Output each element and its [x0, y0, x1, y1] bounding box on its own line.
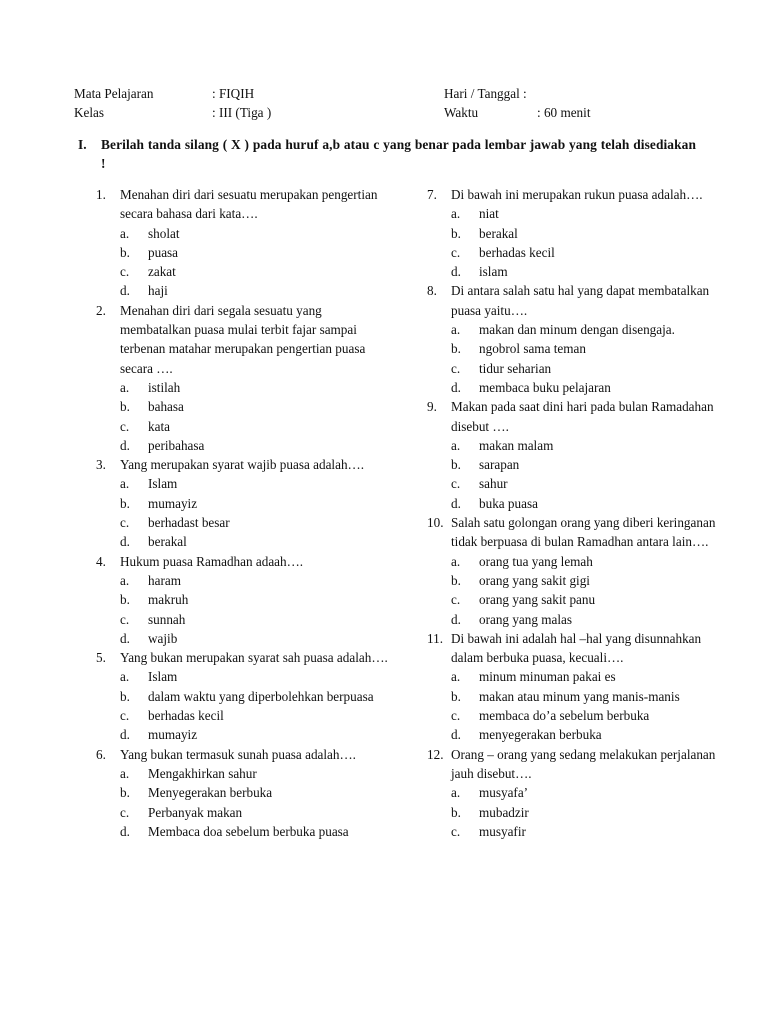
answer-option — [451, 474, 717, 493]
option-letter: c. — [120, 264, 130, 280]
answer-option — [120, 532, 388, 551]
question — [96, 455, 388, 474]
option-text: sarapan — [479, 457, 520, 473]
questions-left-column — [96, 185, 388, 841]
option-letter: a. — [120, 379, 130, 395]
question — [96, 301, 388, 378]
option-letter: d. — [120, 437, 130, 453]
option-letter: c. — [451, 592, 461, 608]
answer-option — [120, 822, 388, 841]
time-value: : 60 menit — [537, 105, 591, 120]
option-text: Perbanyak makan — [148, 804, 243, 820]
question — [427, 185, 717, 204]
answer-option — [451, 436, 717, 455]
option-letter: c. — [120, 611, 130, 627]
option-letter: d. — [120, 283, 130, 299]
option-text: Menyegerakan berbuka — [148, 785, 273, 801]
question — [427, 513, 717, 552]
option-text: Islam — [148, 476, 178, 492]
option-letter: b. — [451, 225, 461, 241]
answer-option — [120, 706, 388, 725]
option-text: mumayiz — [148, 727, 198, 743]
question-text: Hukum puasa Ramadhan adaah…. — [120, 553, 304, 569]
answer-option — [120, 571, 388, 590]
option-text: niat — [479, 206, 499, 222]
option-letter: a. — [451, 669, 461, 685]
answer-option — [451, 706, 717, 725]
answer-option — [120, 687, 388, 706]
answer-option — [120, 783, 388, 802]
answer-option — [451, 455, 717, 474]
question-text: Salah satu golongan orang yang diberi keringanan tidak berpuasa di bulan Ramadhan antara lain…. — [451, 515, 716, 550]
option-text: mumayiz — [148, 495, 198, 511]
question-number: 7. — [427, 187, 437, 202]
option-letter: b. — [120, 592, 130, 608]
option-text: sholat — [148, 225, 180, 241]
answer-option — [120, 764, 388, 783]
question-number: 5. — [96, 650, 106, 666]
question-number: 8. — [427, 283, 437, 299]
option-letter: a. — [120, 669, 130, 685]
instruction-text: Berilah tanda silang ( X ) pada huruf a,b atau c yang benar pada lembar jawab yang telah disediakan ! — [101, 137, 696, 171]
answer-option — [120, 667, 388, 686]
option-text: bahasa — [148, 399, 184, 415]
answer-option — [120, 629, 388, 648]
answer-option — [120, 224, 388, 243]
option-letter: d. — [120, 630, 130, 646]
question-text: Yang merupakan syarat wajib puasa adalah…. — [120, 457, 365, 473]
option-letter: b. — [451, 804, 461, 820]
question — [96, 552, 388, 571]
option-text: sahur — [479, 476, 508, 492]
question-number: 10. — [427, 515, 444, 531]
subject-label: Mata Pelajaran — [74, 86, 154, 101]
answer-option — [451, 262, 717, 281]
question-number: 12. — [427, 746, 444, 762]
option-text: puasa — [148, 244, 179, 260]
option-letter: a. — [451, 322, 461, 338]
option-letter: b. — [120, 244, 130, 260]
answer-option — [120, 378, 388, 397]
class-value: : III (Tiga ) — [212, 105, 272, 120]
answer-option — [120, 803, 388, 822]
option-letter: a. — [451, 553, 461, 569]
option-letter: c. — [120, 515, 130, 531]
class-label: Kelas — [74, 105, 105, 120]
option-letter: b. — [451, 688, 461, 704]
answer-option — [451, 494, 717, 513]
questions-right-column — [427, 185, 717, 841]
option-letter: b. — [451, 572, 461, 588]
option-letter: b. — [120, 785, 130, 801]
answer-option — [451, 783, 717, 802]
option-letter: b. — [120, 399, 130, 415]
question-number: 6. — [96, 746, 106, 762]
option-text: orang yang sakit gigi — [479, 572, 590, 588]
header-row-1 — [74, 84, 714, 103]
option-text: menyegerakan berbuka — [479, 727, 602, 743]
answer-option — [451, 224, 717, 243]
question-number: 4. — [96, 553, 106, 569]
answer-option — [451, 320, 717, 339]
option-letter: d. — [451, 495, 461, 511]
option-text: haji — [148, 283, 168, 299]
option-text: islam — [479, 264, 508, 280]
subject-value: : FIQIH — [212, 86, 255, 101]
option-letter: b. — [120, 688, 130, 704]
question-number: 2. — [96, 302, 106, 318]
question-text: Menahan diri dari sesuatu merupakan pengertian secara bahasa dari kata…. — [120, 187, 378, 222]
option-text: musyafa’ — [479, 785, 529, 801]
answer-option — [120, 436, 388, 455]
answer-option — [120, 474, 388, 493]
option-text: ngobrol sama teman — [479, 341, 586, 357]
option-text: dalam waktu yang diperbolehkan berpuasa — [148, 688, 374, 704]
option-text: buka puasa — [479, 495, 538, 511]
option-text: orang tua yang lemah — [479, 553, 593, 569]
option-letter: a. — [451, 437, 461, 453]
option-letter: d. — [451, 611, 461, 627]
option-letter: b. — [120, 495, 130, 511]
option-letter: c. — [451, 708, 461, 724]
option-text: minum minuman pakai es — [479, 669, 616, 685]
option-text: makruh — [148, 592, 189, 608]
option-text: tidur seharian — [479, 360, 552, 376]
question-text: Makan pada saat dini hari pada bulan Ramadahan disebut …. — [451, 399, 714, 434]
answer-option — [120, 610, 388, 629]
option-letter: d. — [120, 823, 130, 839]
option-text: musyafir — [479, 823, 526, 839]
option-letter: c. — [120, 418, 130, 434]
answer-option — [120, 513, 388, 532]
option-text: berhadas kecil — [479, 244, 555, 260]
answer-option — [451, 359, 717, 378]
option-text: membaca do’a sebelum berbuka — [479, 708, 650, 724]
option-letter: d. — [451, 727, 461, 743]
question-text: Orang – orang yang sedang melakukan perjalanan jauh disebut…. — [451, 746, 716, 781]
time-label: Waktu — [444, 105, 479, 120]
answer-option — [451, 571, 717, 590]
answer-option — [451, 378, 717, 397]
option-text: berakal — [479, 225, 518, 241]
option-text: peribahasa — [148, 437, 205, 453]
option-text: makan malam — [479, 437, 554, 453]
question — [427, 629, 717, 668]
option-text: Membaca doa sebelum berbuka puasa — [148, 823, 349, 839]
option-text: sunnah — [148, 611, 186, 627]
option-text: zakat — [148, 264, 176, 280]
answer-option — [120, 397, 388, 416]
answer-option — [451, 725, 717, 744]
answer-option — [120, 494, 388, 513]
answer-option — [451, 803, 717, 822]
question-number: 9. — [427, 399, 437, 415]
option-letter: a. — [120, 225, 130, 241]
option-letter: d. — [451, 264, 461, 280]
answer-option — [120, 281, 388, 300]
option-text: Islam — [148, 669, 178, 685]
question-number: 1. — [96, 187, 106, 202]
option-letter: a. — [451, 785, 461, 801]
answer-option — [120, 725, 388, 744]
exam-header — [74, 84, 714, 124]
question-text: Yang bukan merupakan syarat sah puasa adalah…. — [120, 650, 388, 666]
option-letter: c. — [451, 476, 461, 492]
option-text: wajib — [148, 630, 178, 646]
option-letter: a. — [120, 572, 130, 588]
option-letter: d. — [120, 534, 130, 550]
question-text: Yang bukan termasuk sunah puasa adalah…. — [120, 746, 356, 762]
option-text: membaca buku pelajaran — [479, 379, 611, 395]
option-letter: d. — [120, 727, 130, 743]
answer-option — [120, 243, 388, 262]
option-letter: c. — [451, 244, 461, 260]
option-text: kata — [148, 418, 170, 434]
option-letter: b. — [451, 457, 461, 473]
answer-option — [451, 590, 717, 609]
question — [427, 397, 717, 436]
option-letter: a. — [451, 206, 461, 222]
option-text: berhadas kecil — [148, 708, 224, 724]
answer-option — [451, 610, 717, 629]
option-letter: c. — [120, 804, 130, 820]
header-row-2 — [74, 103, 714, 122]
option-text: makan atau minum yang manis-manis — [479, 688, 680, 704]
option-text: berhadast besar — [148, 515, 230, 531]
option-letter: b. — [451, 341, 461, 357]
question-text: Menahan diri dari segala sesuatu yang membatalkan puasa mulai terbit fajar sampai terbenan matahar merupakan pengertian puasa secara …. — [120, 302, 366, 376]
day-date-label: Hari / Tanggal : — [444, 86, 527, 101]
option-letter: d. — [451, 379, 461, 395]
section-instruction — [78, 135, 696, 173]
answer-option — [451, 339, 717, 358]
option-letter: a. — [120, 765, 130, 781]
section-number: I. — [78, 137, 87, 152]
option-text: berakal — [148, 534, 187, 550]
option-text: Mengakhirkan sahur — [148, 765, 257, 781]
answer-option — [451, 687, 717, 706]
answer-option — [451, 243, 717, 262]
question-text: Di bawah ini merupakan rukun puasa adalah…. — [451, 187, 703, 202]
option-letter: c. — [451, 360, 461, 376]
question-number: 11. — [427, 630, 443, 646]
option-text: orang yang malas — [479, 611, 573, 627]
answer-option — [451, 204, 717, 223]
question — [96, 745, 388, 764]
option-letter: c. — [120, 708, 130, 724]
question-text: Di antara salah satu hal yang dapat membatalkan puasa yaitu…. — [451, 283, 710, 318]
answer-option — [451, 552, 717, 571]
question — [427, 281, 717, 320]
answer-option — [451, 822, 717, 841]
option-text: haram — [148, 572, 181, 588]
question — [96, 185, 388, 224]
option-text: mubadzir — [479, 804, 529, 820]
question-text: Di bawah ini adalah hal –hal yang disunnahkan dalam berbuka puasa, kecuali…. — [451, 630, 702, 666]
question — [96, 648, 388, 667]
question — [427, 745, 717, 784]
option-text: istilah — [148, 379, 181, 395]
answer-option — [120, 417, 388, 436]
question-number: 3. — [96, 457, 106, 473]
option-letter: c. — [451, 823, 461, 839]
option-text: orang yang sakit panu — [479, 592, 596, 608]
option-letter: a. — [120, 476, 130, 492]
answer-option — [120, 590, 388, 609]
option-text: makan dan minum dengan disengaja. — [479, 322, 675, 338]
answer-option — [120, 262, 388, 281]
answer-option — [451, 667, 717, 686]
